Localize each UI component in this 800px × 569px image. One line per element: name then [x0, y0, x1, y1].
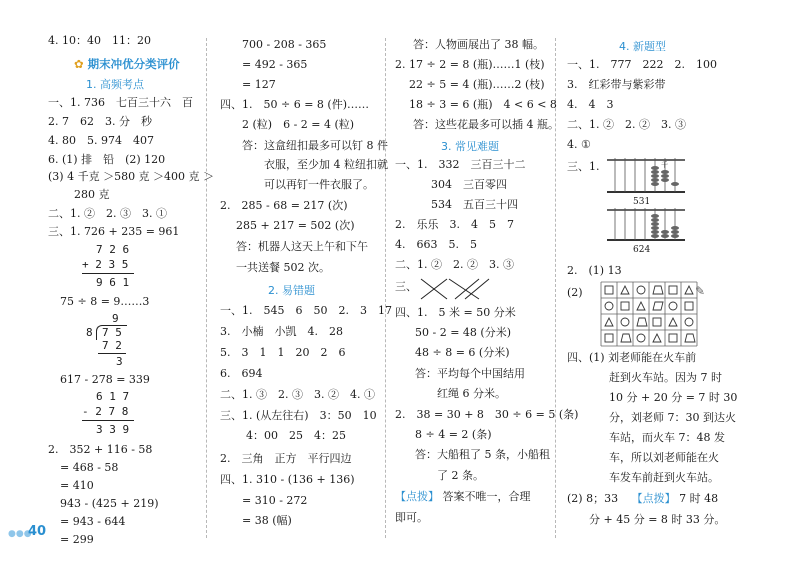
- answer-line: 车，所以刘老师能在火: [609, 451, 719, 464]
- answer-line: 衣服，至少加 4 粒纽扣就: [264, 158, 388, 171]
- answer-line: = 410: [60, 479, 94, 492]
- answer-line: = 38 (幅): [242, 514, 292, 527]
- division-remainder: 3: [116, 355, 123, 368]
- answer-line: 2. (1) 13: [567, 264, 622, 277]
- answer-line: 三、1. (从左往右) 3：50 10: [220, 409, 377, 422]
- answer-line: 了 2 条。: [437, 469, 484, 482]
- answer-line: 5. 3 1 1 20 2 6: [220, 346, 346, 359]
- vertical-calc: + 2 3 5: [82, 258, 129, 271]
- answer-line: 四、1. 310 - (136 + 136): [220, 473, 355, 486]
- section-title: ✿ 期末冲优分类评价: [74, 57, 180, 71]
- answer-line: = 492 - 365: [242, 58, 308, 71]
- answer-line: 答：大船租了 5 条，小船租: [415, 448, 550, 461]
- answer-line: 10 分 + 20 分 = 7 时 30: [609, 391, 738, 404]
- answer-line: = 310 - 272: [242, 494, 308, 507]
- answer-line: 4. 80 5. 974 407: [48, 134, 154, 147]
- answer-line: 6. 694: [220, 367, 263, 380]
- answer-line: = 943 - 644: [60, 515, 126, 528]
- answer-line: 二、1. ③ 2. ③ 3. ② 4. ①: [220, 388, 375, 401]
- calc-rule: [82, 420, 134, 421]
- answer-line: 2. 38 = 30 + 8 30 ÷ 6 = 5 (条): [395, 408, 579, 421]
- answer-line: 2. 352 + 116 - 58: [48, 443, 153, 456]
- answer-line: 红绳 6 分米。: [437, 387, 506, 400]
- page-number: 40: [28, 524, 47, 539]
- division-product: 7 2: [102, 339, 122, 352]
- answer-line: 2. 三角 正方 平行四边: [220, 452, 352, 465]
- answer-line: 四、1. 50 ÷ 6 = 8 (件)……: [220, 98, 369, 111]
- answer-line: 2. 285 - 68 = 217 (次): [220, 199, 348, 212]
- vertical-calc: 9 6 1: [96, 276, 130, 289]
- answer-line: 4. ①: [567, 138, 591, 151]
- calc-rule: [98, 353, 126, 354]
- answer-line: 4. 663 5. 5: [395, 238, 477, 251]
- answer-line: 答：平均每个中国结用: [415, 367, 525, 380]
- calc-rule: [82, 273, 134, 274]
- answer-line: 二、1. ② 2. ② 3. ③: [395, 258, 514, 271]
- tip-label: 【点拨】: [395, 490, 439, 503]
- answer-line: 2. 乐乐 3. 4 5 7: [395, 218, 514, 231]
- answer-line: 车发车前赶到火车站。: [609, 471, 719, 484]
- answer-line: 280 克: [74, 188, 110, 201]
- answer-line: = 127: [242, 78, 276, 91]
- shape-grid-figure: [591, 280, 707, 348]
- answer-line: 分，刘老师 7：30 到达火: [609, 411, 736, 424]
- answer-line: 304 三百零四: [431, 178, 507, 191]
- answer-line: 二、1. ② 2. ② 3. ③: [567, 118, 686, 131]
- answer-line: 三、1.: [567, 160, 600, 173]
- vertical-calc: 3 3 9: [96, 423, 130, 436]
- answer-line: 3. 红彩带与紫彩带: [567, 78, 666, 91]
- answer-line: 三、1. 726 + 235 = 961: [48, 225, 180, 238]
- vertical-calc: - 2 7 8: [82, 405, 129, 418]
- answer-line: 2. 17 ÷ 2 = 8 (瓶)……1 (枝): [395, 58, 545, 71]
- answer-line: 一、1. 332 三百三十二: [395, 158, 526, 171]
- answer-line: 一、1. 736 七百三十六 百: [48, 96, 193, 109]
- abacus-value: 531: [633, 197, 651, 207]
- answer-line: 三、: [395, 280, 417, 293]
- svg-text:千: 千: [661, 161, 668, 169]
- answer-line: 2. 7 62 3. 分 秒: [48, 115, 152, 128]
- answer-line: 4：00 25 4：25: [246, 429, 346, 442]
- answer-line: 二、1. ② 2. ③ 3. ①: [48, 207, 167, 220]
- column-1: [0, 0, 215, 569]
- answer-line: 赶到火车站。因为 7 时: [609, 371, 722, 384]
- answer-line: 700 - 208 - 365: [242, 38, 327, 51]
- answer-line: 4. 4 3: [567, 98, 614, 111]
- answer-line: 534 五百三十四: [431, 198, 518, 211]
- subsection-title: 1. 高频考点: [86, 78, 144, 91]
- tip-label: 【点拨】: [631, 492, 676, 505]
- division-divisor: 8: [86, 326, 93, 339]
- answer-line: 50 - 2 = 48 (分米): [415, 326, 511, 339]
- answer-line: 2 (粒) 6 - 2 = 4 (粒): [242, 118, 355, 131]
- answer-line: 18 ÷ 3 = 6 (瓶) 4 < 6 < 8: [409, 98, 557, 111]
- answer-line: 943 - (425 + 219): [60, 497, 159, 510]
- answer-line: 6. (1) 排 铅 (2) 120: [48, 153, 166, 166]
- tip-text: 7 时 48: [679, 492, 719, 505]
- answer-line: 分 + 45 分 = 8 时 33 分。: [589, 513, 726, 526]
- answer-line: [567, 492, 718, 506]
- answer-line: 3. 小楠 小凯 4. 28: [220, 325, 343, 338]
- answer-line: [395, 490, 531, 504]
- answer-line: 即可。: [395, 511, 428, 524]
- matching-lines-figure: [419, 276, 491, 302]
- answer-line: 一共送餐 502 次。: [236, 261, 330, 274]
- answer-line: 一、1. 777 222 2. 100: [567, 58, 717, 71]
- answer-line: 车站，而火车 7：48 发: [609, 431, 725, 444]
- abacus-figure: [603, 206, 689, 246]
- flower-icon: ✿: [74, 57, 84, 71]
- answer-line: 22 ÷ 5 = 4 (瓶)……2 (枝): [409, 78, 545, 91]
- answer-line: 答：这些花最多可以插 4 瓶。: [413, 118, 559, 131]
- answer-line: 285 + 217 = 502 (次): [236, 219, 355, 232]
- division-quotient: 9: [112, 312, 119, 325]
- subsection-title: 4. 新题型: [619, 40, 666, 53]
- page-number-dots: ●●●: [8, 529, 32, 539]
- division-dividend: 7 5: [102, 326, 122, 339]
- answer-line: 答：人物画展出了 38 幅。: [413, 38, 544, 51]
- answer-line: 四、1. 5 米 = 50 分米: [395, 306, 516, 319]
- subsection-title: 2. 易错题: [268, 284, 315, 297]
- tip-text: 答案不唯一，合理: [442, 490, 531, 503]
- answer-line: (3) 4 千克 ＞580 克 ＞400 克 ＞: [48, 170, 215, 183]
- answer-line: (2): [567, 286, 583, 299]
- answer-line: 四、(1) 刘老师能在火车前: [567, 351, 697, 364]
- answer-line: 48 ÷ 8 = 6 (分米): [415, 346, 510, 359]
- answer-line: 8 ÷ 4 = 2 (条): [415, 428, 492, 441]
- vertical-calc: 7 2 6: [96, 243, 130, 256]
- answer-line: 4. 10：40 11：20: [48, 34, 151, 47]
- answer-line: 一、1. 545 6 50 2. 3 17: [220, 304, 392, 317]
- column-4: [555, 0, 800, 569]
- answer-line: 617 - 278 = 339: [60, 373, 150, 386]
- answer-line: 75 ÷ 8 = 9……3: [60, 295, 150, 308]
- answer-text: (2) 8；33: [567, 492, 619, 505]
- answer-line: = 299: [60, 533, 94, 546]
- answer-line: 可以再钉一件衣服了。: [264, 178, 374, 191]
- answer-line: 答：这盒纽扣最多可以钉 8 件: [242, 139, 388, 152]
- pencil-icon: ✎: [695, 284, 706, 298]
- answer-line: = 468 - 58: [60, 461, 119, 474]
- column-2: [206, 0, 392, 569]
- abacus-value: 624: [633, 245, 651, 255]
- answer-line: 答：机器人这天上午和下午: [236, 240, 368, 253]
- vertical-calc: 6 1 7: [96, 390, 130, 403]
- subsection-title: 3. 常见难题: [441, 140, 499, 153]
